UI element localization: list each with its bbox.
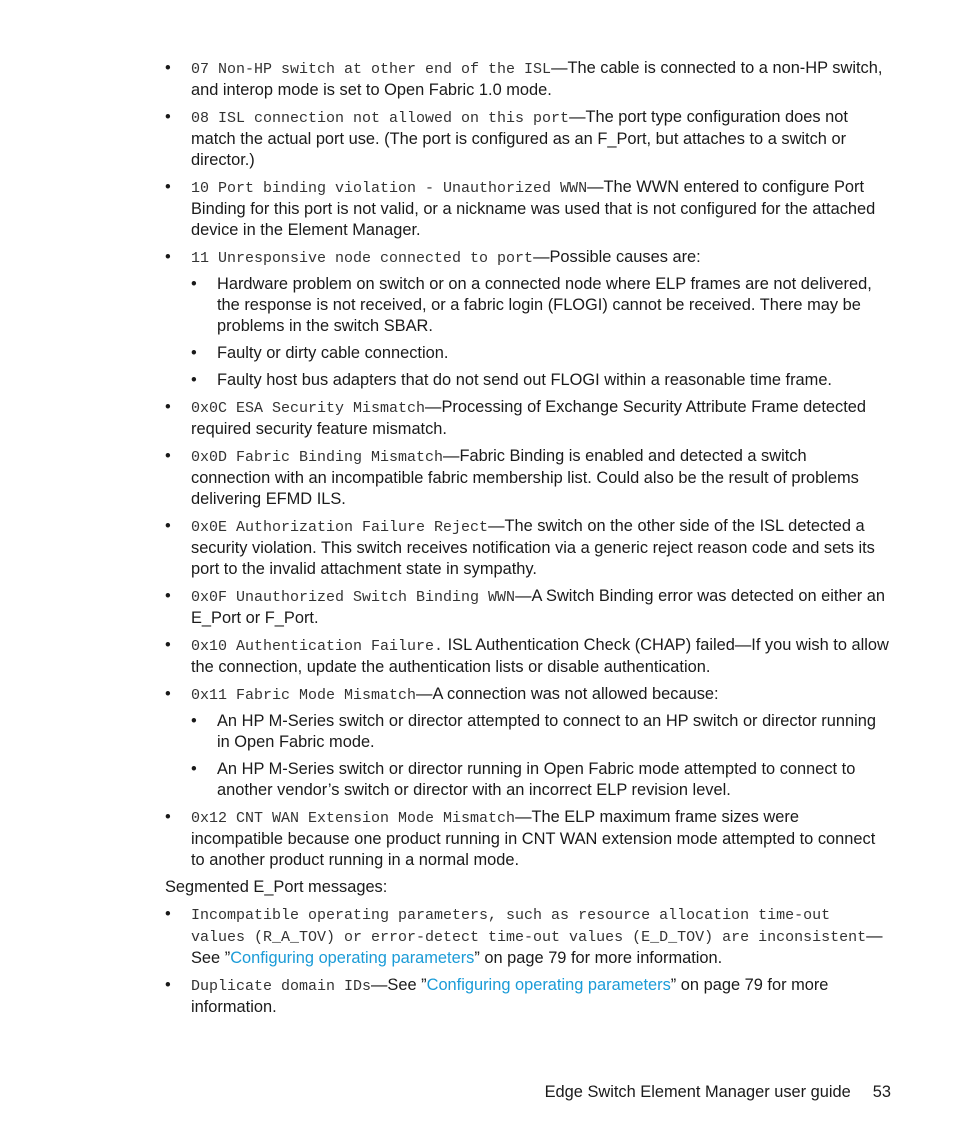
- error-code: 0x10 Authentication Failure.: [191, 638, 444, 655]
- error-code: 0x0F Unauthorized Switch Binding WWN: [191, 589, 516, 606]
- bullet: •: [191, 371, 197, 389]
- list-item: [165, 247, 890, 391]
- bullet: •: [165, 248, 171, 266]
- configuring-operating-parameters-link[interactable]: Configuring operating parameters: [230, 949, 475, 967]
- sub-list-item: [191, 711, 890, 753]
- list-item: [165, 107, 890, 171]
- list-item: [165, 58, 890, 101]
- error-code: 0x0D Fabric Binding Mismatch: [191, 449, 444, 466]
- error-code: 0x0E Authorization Failure Reject: [191, 519, 489, 536]
- list-item: [165, 397, 890, 440]
- bullet: •: [165, 808, 171, 826]
- see-suffix: ” on page 79 for more information.: [191, 976, 829, 1016]
- error-code: 10 Port binding violation - Unauthorized WWN: [191, 180, 588, 197]
- error-description: —A connection was not allowed because:: [416, 685, 719, 703]
- error-description: —The cable is connected to a non-HP switch, and interop mode is set to Open Fabric 1.0 mode.: [191, 59, 883, 99]
- bullet: •: [165, 447, 171, 465]
- sub-list-item: [191, 343, 890, 364]
- bullet: •: [165, 636, 171, 654]
- error-code: 07 Non-HP switch at other end of the ISL: [191, 61, 552, 78]
- error-description: —The WWN entered to configure Port Binding for this port is not valid, or a nickname was used that is not configured for the attached device in the Element Manager.: [191, 178, 876, 239]
- bullet: •: [191, 760, 197, 778]
- list-item: [165, 516, 890, 580]
- content-body: [165, 58, 890, 1024]
- list-item: [165, 807, 890, 871]
- bullet: •: [165, 398, 171, 416]
- error-description: —Fabric Binding is enabled and detected a switch connection with an incompatible fabric membership list. Could also be the result of problems delivering EFMD ILS.: [191, 447, 859, 508]
- bullet: •: [165, 517, 171, 535]
- page-footer: [545, 1082, 891, 1103]
- sub-list-item: [191, 370, 890, 391]
- bullet: •: [165, 59, 171, 77]
- segmented-eport-list: [165, 904, 890, 1018]
- see-prefix: —See ”: [371, 976, 427, 994]
- bullet: •: [165, 178, 171, 196]
- see-prefix: —See ”: [191, 927, 883, 967]
- sub-list-item: [191, 759, 890, 801]
- sub-list: [191, 711, 890, 801]
- sub-item-text: An HP M-Series switch or director running in Open Fabric mode attempted to connect to another vendor’s switch or director with an incorrect ELP revision level.: [217, 760, 856, 799]
- configuring-operating-parameters-link[interactable]: Configuring operating parameters: [426, 976, 671, 994]
- bullet: •: [165, 587, 171, 605]
- error-description: —The port type configuration does not match the actual port use. (The port is configured as an F_Port, but attaches to a switch or director.): [191, 108, 848, 169]
- error-description: —Possible causes are:: [533, 248, 701, 266]
- bullet: •: [191, 275, 197, 293]
- page-number: 53: [872, 1083, 891, 1101]
- error-code: Incompatible operating parameters, such as resource allocation time-out values (R_A_TOV) or error-detect time-out values (E_D_TOV) are inconsistent: [191, 907, 867, 946]
- error-description: ISL Authentication Check (CHAP) failed—If you wish to allow the connection, update the authentication lists or disable authentication.: [191, 636, 889, 676]
- section-heading: Segmented E_Port messages:: [165, 878, 388, 896]
- bullet: •: [191, 344, 197, 362]
- error-description: —The switch on the other side of the ISL detected a security violation. This switch receives notification via a generic reject reason code and sets its port to the invalid attachment state in sympathy.: [191, 517, 875, 578]
- bullet: •: [191, 712, 197, 730]
- sub-item-text: Hardware problem on switch or on a connected node where ELP frames are not delivered, the response is not received, or a fabric login (FLOGI) cannot be received. There may be problems in the switch SBAR.: [217, 275, 872, 335]
- footer-title: Edge Switch Element Manager user guide: [544, 1083, 851, 1101]
- list-item: [165, 904, 890, 969]
- list-item: [165, 177, 890, 241]
- error-code: 0x0C ESA Security Mismatch: [191, 400, 426, 417]
- sub-item-text: An HP M-Series switch or director attempted to connect to an HP switch or director running in Open Fabric mode.: [217, 712, 876, 751]
- error-code: 11 Unresponsive node connected to port: [191, 250, 534, 267]
- error-description: —A Switch Binding error was detected on either an E_Port or F_Port.: [191, 587, 885, 627]
- sub-list-item: [191, 274, 890, 337]
- sub-list: [191, 274, 890, 391]
- error-code: 0x11 Fabric Mode Mismatch: [191, 687, 417, 704]
- segmentation-reason-list: [165, 58, 890, 871]
- list-item: [165, 586, 890, 629]
- error-description: —The ELP maximum frame sizes were incompatible because one product running in CNT WAN extension mode attempted to connect to another product running in a normal mode.: [191, 808, 876, 869]
- error-description: —Processing of Exchange Security Attribute Frame detected required security feature mismatch.: [191, 398, 866, 438]
- bullet: •: [165, 905, 171, 923]
- list-item: [165, 635, 890, 678]
- list-item: [165, 446, 890, 510]
- error-code: Duplicate domain IDs: [191, 978, 372, 995]
- bullet: •: [165, 108, 171, 126]
- see-suffix: ” on page 79 for more information.: [474, 949, 723, 967]
- bullet: •: [165, 685, 171, 703]
- bullet: •: [165, 976, 171, 994]
- error-code: 0x12 CNT WAN Extension Mode Mismatch: [191, 810, 516, 827]
- list-item: [165, 975, 890, 1018]
- sub-item-text: Faulty host bus adapters that do not send out FLOGI within a reasonable time frame.: [217, 371, 832, 389]
- sub-item-text: Faulty or dirty cable connection.: [217, 344, 449, 362]
- error-code: 08 ISL connection not allowed on this port: [191, 110, 570, 127]
- list-item: [165, 684, 890, 801]
